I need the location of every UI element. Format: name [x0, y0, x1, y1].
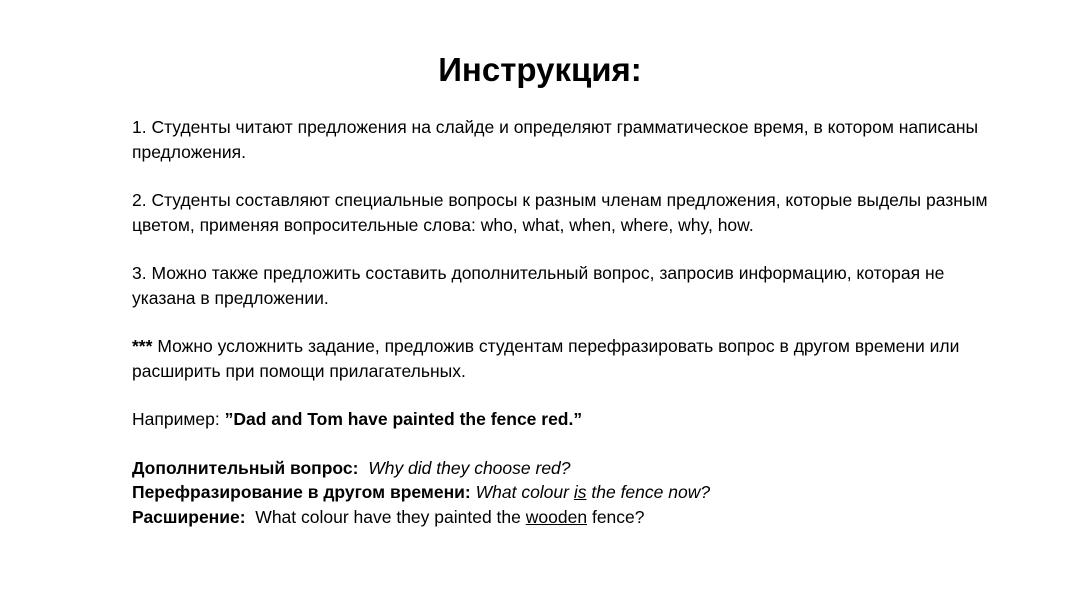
additional-question-label: Дополнительный вопрос: [132, 457, 359, 478]
extra-note [132, 334, 992, 383]
additional-question-text: Why did they choose red? [368, 457, 571, 478]
step-2: 2. Студенты составляют специальные вопросы к разным членам предложения, которые выделы разным цветом, применяя вопросительные слова: who, what, when, where, why, how. [132, 190, 988, 235]
rephrase-label: Перефразирование в другом времени: [132, 482, 471, 502]
rephrase-line [132, 480, 992, 505]
example-line [132, 407, 992, 432]
example-label: Например: [132, 409, 220, 429]
step-1: 1. Студенты читают предложения на слайде и определяют грамматическое время, в котором написаны предложения. [132, 117, 979, 162]
extra-note-text: Можно усложнить задание, предложив студентам перефразировать вопрос в другом времени или расширить при помощи прилагательных. [132, 336, 960, 381]
expansion-line [132, 505, 992, 530]
stars-marker: *** [132, 336, 153, 356]
expansion-text-after: fence? [591, 506, 645, 527]
step-3: 3. Можно также предложить составить дополнительный вопрос, запросив информацию, которая не указана в предложении. [132, 263, 945, 308]
additional-question-line [132, 456, 992, 481]
expansion-underlined: wooden [525, 506, 588, 527]
rephrase-text-after: the fence now? [591, 482, 711, 502]
rephrase-underlined: is [573, 482, 587, 502]
examples-block [132, 456, 992, 530]
rephrase-text-before: What colour [475, 482, 569, 502]
expansion-text-before: What colour have they painted the [255, 506, 521, 527]
instructions-body [132, 115, 992, 529]
expansion-label: Расширение: [132, 506, 246, 527]
slide-title: Инструкция: [438, 51, 642, 88]
example-sentence: ”Dad and Tom have painted the fence red.” [224, 409, 583, 429]
